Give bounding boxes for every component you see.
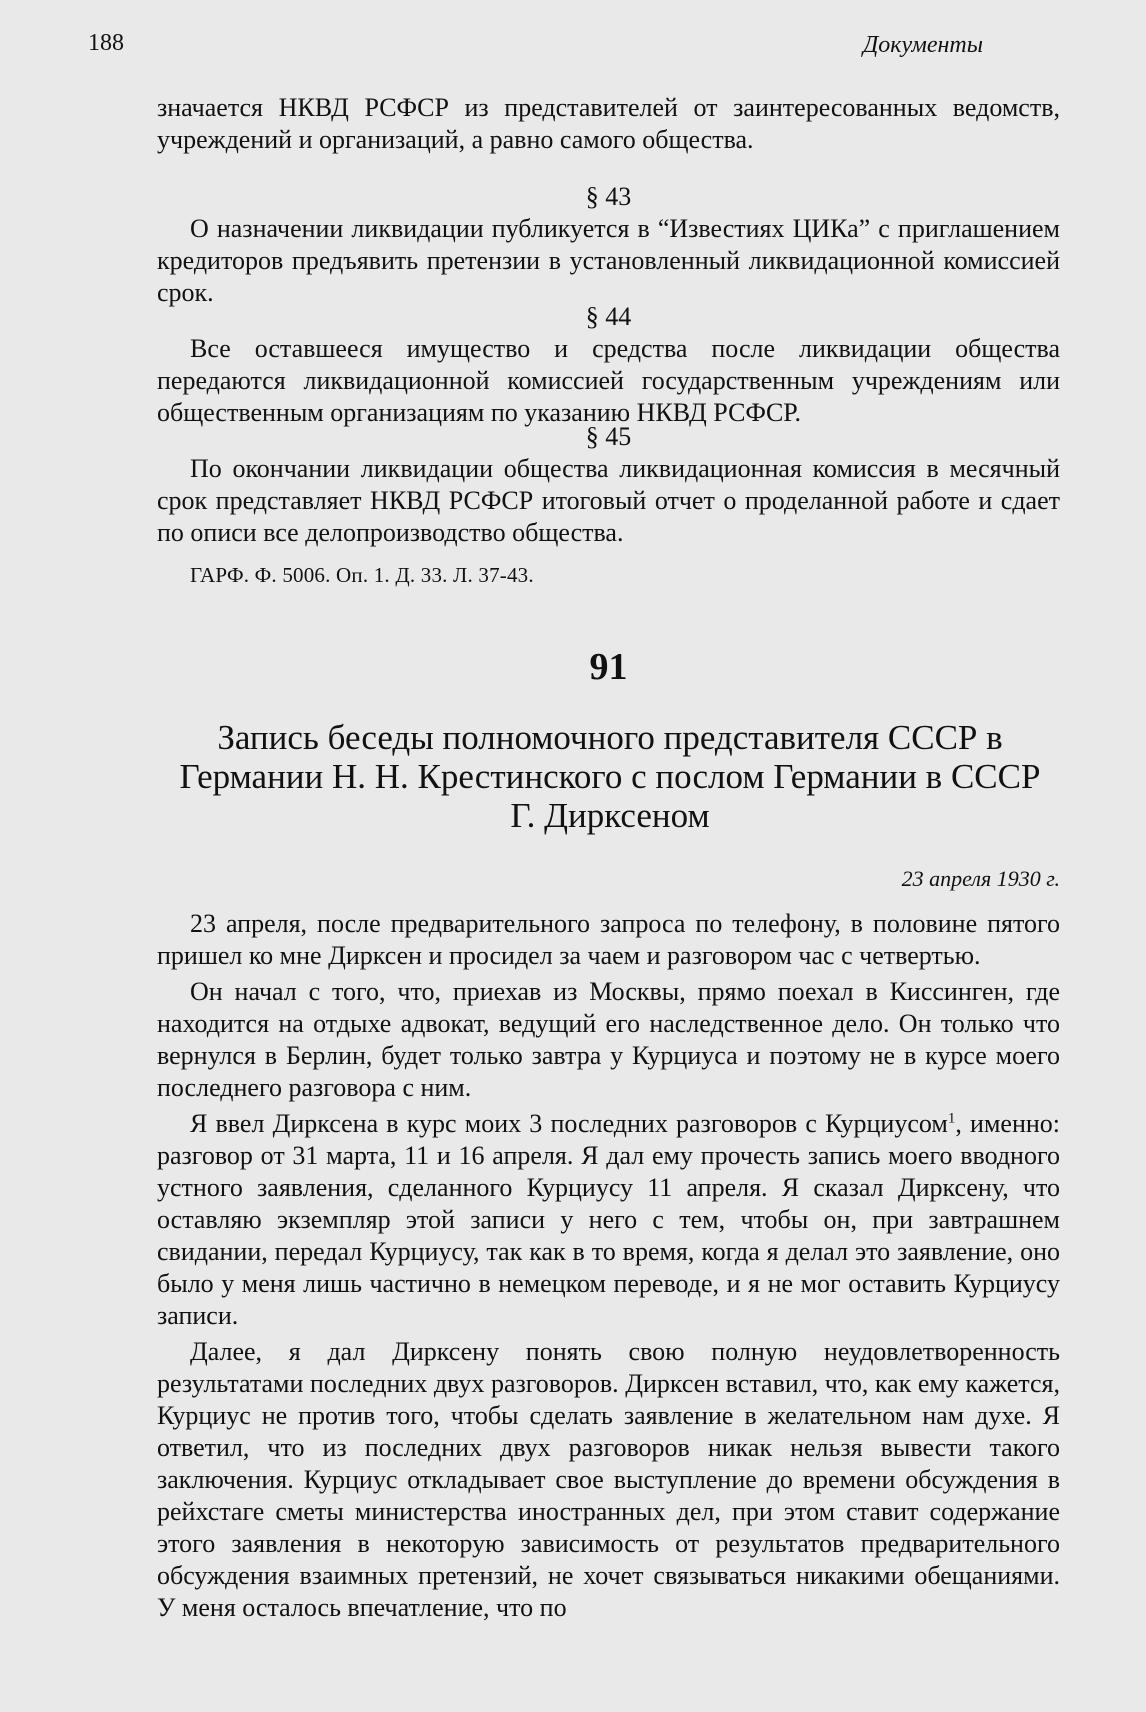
section-heading-45: § 45	[585, 422, 632, 451]
body-paragraph-3: Я ввел Дирксена в курс моих 3 последних разговоров с Курциусом$^1$, именно: разговор от 31 марта, 11 и 16 апреля. Я дал ему прочесть запись моего вводного устного заявления, сделанного Курциусу 11 апреля. Я сказал Дирксену, что оставляю экземпляр этой записи у него с тем, чтобы он, при завтрашнем свидании, передал Курциусу, так как в то время, когда я делал это заявление, оно было у меня лишь частично в немецком переводе, и я не мог оставить Курциусу записи.	[157, 1109, 1060, 1330]
section-text-45-block	[157, 453, 1060, 549]
body-paragraph-3-start: Я ввел Дирксена в курс моих 3 последних разговоров с Курциусом	[190, 1109, 948, 1138]
document-title-line-1: Запись беседы полномочного представителя СССР в	[217, 718, 1003, 757]
top-paragraph: значается НКВД РСФСР из представителей от заинтересованных ведомств, учреждений и организаций, а равно самого общества.	[157, 93, 1060, 154]
section-text-45: По окончании ликвидации общества ликвидационная комиссия в месячный срок представляет НКВД РСФСР итоговый отчет о проделанной работе и сдает по описи все делопроизводство общества.	[157, 454, 1060, 547]
document-body	[157, 908, 1060, 1624]
section-text-44-block	[157, 333, 1060, 429]
section-heading-43: § 43	[585, 182, 632, 211]
page-number: 188	[88, 30, 124, 56]
top-paragraph-block	[157, 92, 1060, 156]
document-number: 91	[589, 646, 628, 688]
body-paragraph-2: Он начал с того, что, приехав из Москвы, прямо поехал в Киссинген, где находится на отдыхе адвокат, ведущий его наследственное дело. Он только что вернулся в Берлин, будет только завтра у Курциуса и поэтому не в курсе моего последнего разговора с ним.	[157, 977, 1060, 1102]
document-title-line-2: Германии Н. Н. Крестинского с послом Германии в СССР	[179, 757, 1041, 796]
body-paragraph-1: 23 апреля, после предварительного запроса по телефону, в половине пятого пришел ко мне Дирксен и просидел за чаем и разговором час с четвертью.	[157, 909, 1060, 970]
archive-reference: ГАРФ. Ф. 5006. Оп. 1. Д. 33. Л. 37-43.	[190, 563, 534, 587]
section-text-44: Все оставшееся имущество и средства после ликвидации общества передаются ликвидационной комиссией государственным учреждениям или общественным организациям по указанию НКВД РСФСР.	[157, 334, 1060, 427]
body-paragraph-3-rest: именно: разговор от 31 марта, 11 и 16 апреля. Я дал ему прочесть запись моего вводного устного заявления, сделанного Курциусу 11 апреля. Я сказал Дирксену, что оставляю экземпляр этой записи у него с тем, чтобы он, при завтрашнем свидании, передал Курциусу, так как в то время, когда я делал это заявление, оно было у меня лишь частично в немецком переводе, и я не мог оставить Курциусу записи.	[157, 1109, 1060, 1330]
running-title: Документы	[862, 32, 983, 58]
body-paragraph-4: Далее, я дал Дирксену понять свою полную неудовлетворенность результатами последних двух разговоров. Дирксен вставил, что, как ему кажется, Курциус не против того, чтобы сделать заявление в желательном нам духе. Я ответил, что из последних двух разговоров никак нельзя вывести такого заключения. Курциус откладывает свое выступление до времени обсуждения в рейхстаге сметы министерства иностранных дел, при этом ставит содержание этого заявления в некоторую зависимость от результатов предварительного обсуждения взаимных претензий, не хочет связываться никакими обещаниями. У меня осталось впечатление, что по	[157, 1337, 1060, 1622]
document-title-line-3: Г. Дирксеном	[510, 796, 710, 835]
document-date: 23 апреля 1930 г.	[901, 866, 1060, 891]
footnote-marker: 1	[947, 1110, 956, 1127]
document-title	[140, 718, 1080, 835]
section-heading-44: § 44	[585, 302, 632, 331]
section-text-43-block	[157, 213, 1060, 309]
section-text-43: О назначении ликвидации публикуется в “Известиях ЦИКа” с приглашением кредиторов предъявить претензии в установленный ликвидационной комиссией срок.	[157, 214, 1060, 307]
